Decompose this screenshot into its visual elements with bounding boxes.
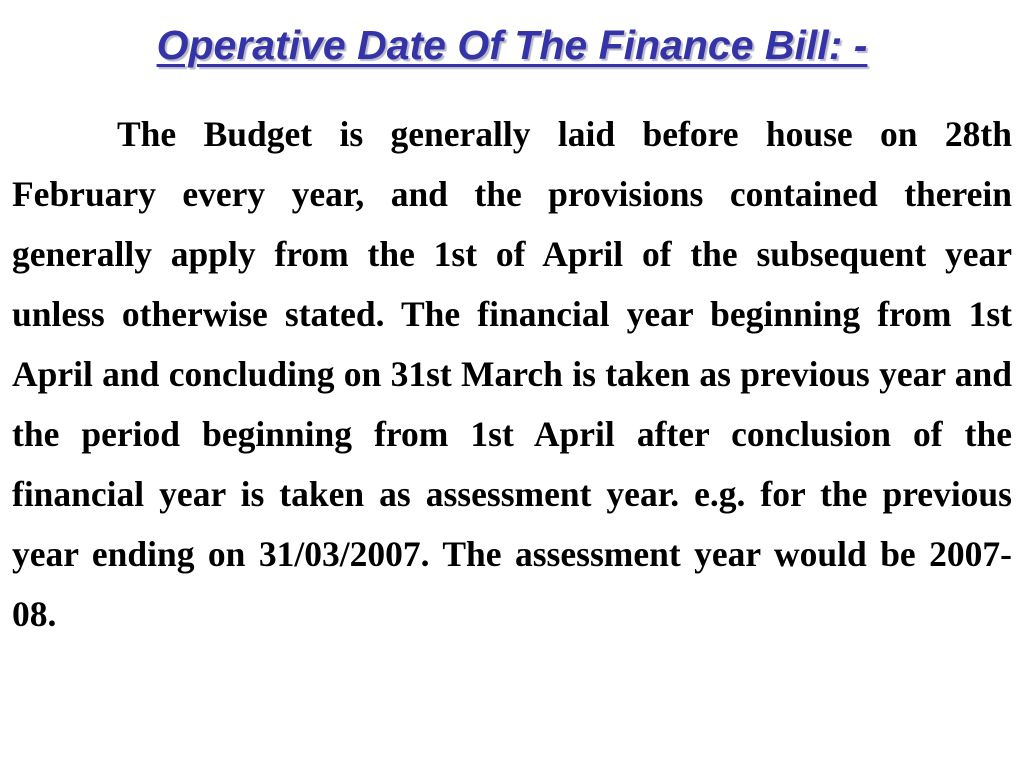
- slide-title: Operative Date Of The Finance Bill: -: [156, 22, 868, 68]
- slide-body-text: The Budget is generally laid before house on 28th February every year, and the provisions contained therein generally apply from the 1st of April of the subsequent year unless otherwise stated. The financial year beginning from 1st April and concluding on 31st March is taken as previous year and the period beginning from 1st April after conclusion of the financial year is taken as assessment year. e.g. for the previous year ending on 31/03/2007. The assessment year would be 2007-08.: [12, 114, 1012, 634]
